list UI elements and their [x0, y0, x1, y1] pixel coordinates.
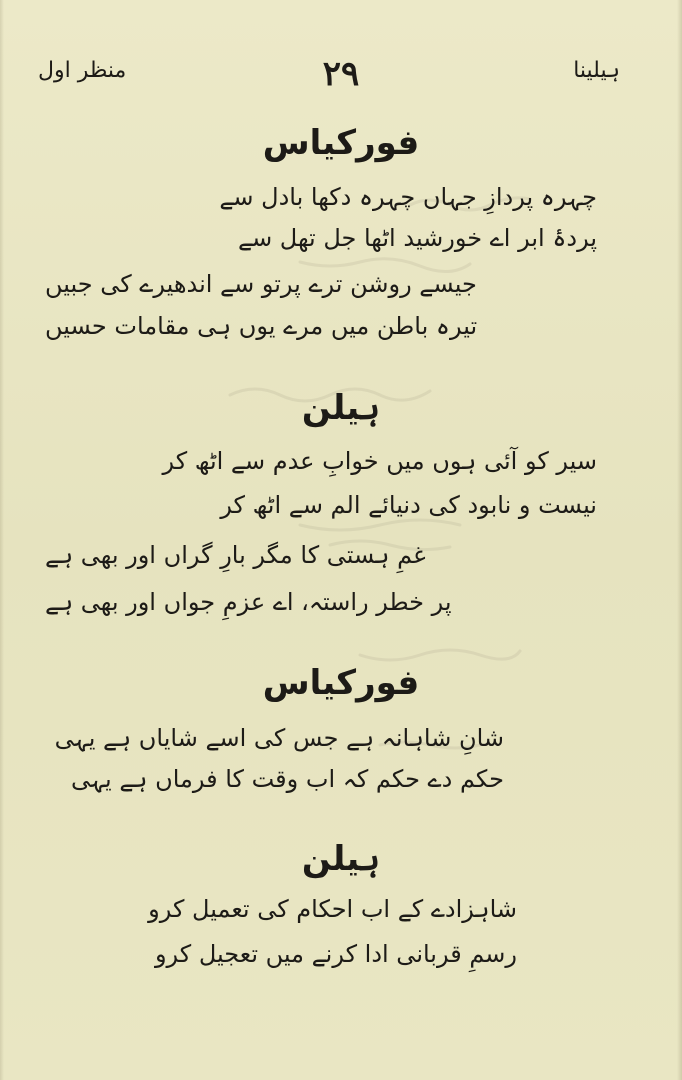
verse-line: چہرہ پردازِ جہاں چہرہ دکھا بادل سے: [219, 183, 597, 211]
header-book-title: ہیلینا: [573, 58, 620, 83]
speaker-name: فورکیاس: [262, 123, 420, 163]
verse-line: سیر کو آئی ہوں میں خوابِ عدم سے اٹھ کر: [162, 447, 597, 475]
speaker-name: فورکیاس: [262, 663, 420, 703]
verse-line: رسمِ قربانی ادا کرنے میں تعجیل کرو: [154, 940, 517, 968]
speaker-name: ہیلن: [301, 839, 381, 879]
verse-line: شانِ شاہانہ ہے جس کی اسے شایاں ہے یہی: [54, 724, 504, 752]
header-section-title: منظر اول: [38, 58, 127, 83]
page-number: ۲۹: [322, 54, 360, 94]
verse-line: تیرہ باطن میں مرے یوں ہی مقامات حسیں: [45, 312, 478, 340]
verse-line: حکم دے حکم کہ اب وقت کا فرماں ہے یہی: [70, 765, 504, 793]
verse-line: شاہزادے کے اب احکام کی تعمیل کرو: [148, 895, 517, 923]
verse-line: پر خطر راستہ، اے عزمِ جواں اور بھی ہے: [45, 588, 452, 616]
speaker-name: ہیلن: [301, 388, 381, 428]
verse-line: نیست و نابود کی دنیائے الم سے اٹھ کر: [220, 491, 597, 519]
verse-line: جیسے روشن ترے پرتو سے اندھیرے کی جبیں: [45, 270, 477, 298]
verse-line: پردۂ ابر اے خورشید اٹھا جل تھل سے: [238, 224, 597, 252]
verse-line: غمِ ہستی کا مگر بارِ گراں اور بھی ہے: [45, 541, 426, 569]
